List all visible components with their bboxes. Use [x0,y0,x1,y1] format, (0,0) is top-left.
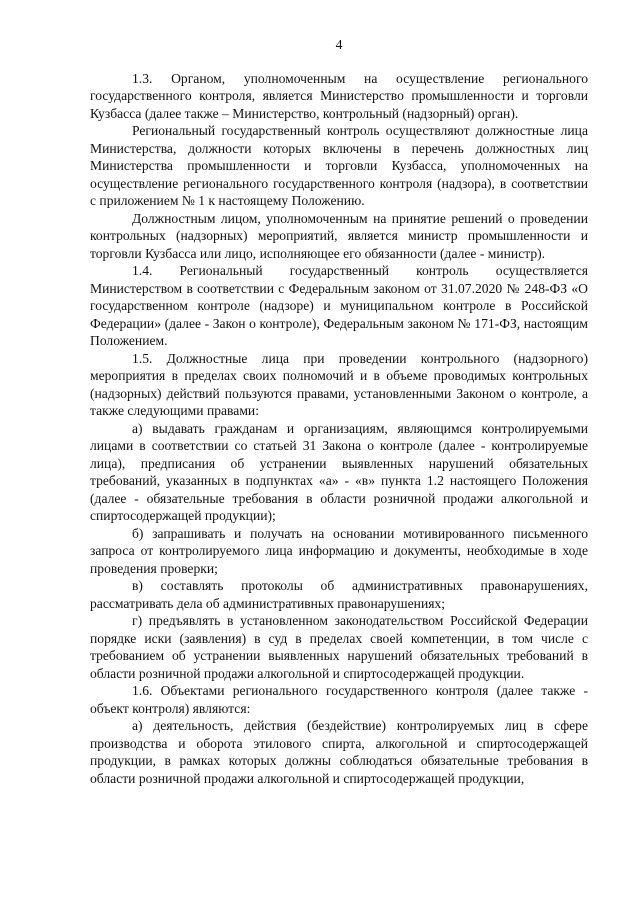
paragraph-1-5-v: в) составлять протоколы об административных правонарушениях, рассматривать дела об административных правонарушениях; [90,578,588,611]
document-body [90,70,588,788]
paragraph-control-officials: Региональный государственный контроль осуществляют должностные лица Министерства, должности которых включены в перечень должностных лиц Министерства промышленности и торговли Кузбасса, уполномоченных на осуществление регионального государственного контроля (надзора), в соответствии с приложением № 1 к настоящему Положению. [90,123,588,208]
paragraph-1-3: 1.3. Органом, уполномоченным на осуществление регионального государственного контроля, является Министерство промышленности и торговли Кузбасса (далее также – Министерство, контрольный (надзорный) орган). [90,70,588,121]
page-number: 4 [335,37,343,52]
paragraph-1-6: 1.6. Объектами регионального государственного контроля (далее также - объект контроля) являются: [90,683,588,716]
paragraph-1-5-a: а) выдавать гражданам и организациям, являющимся контролируемыми лицами в соответствии со статьей 31 Закона о контроле (далее - контролируемые лица), предписания об устранении выявленных нарушений обязательных требований, указанных в подпунктах «а» - «в» пункта 1.2 настоящего Положения (далее - обязательные требования в области розничной продажи алкогольной и спиртосодержащей продукции); [90,420,588,523]
paragraph-1-6-a: а) деятельность, действия (бездействие) контролируемых лиц в сфере производства и оборота этилового спирта, алкогольной и спиртосодержащей продукции, в рамках которых должны соблюдаться обязательные требования в области розничной продажи алкогольной и спиртосодержащей продукции, [90,718,588,786]
paragraph-decision-official: Должностным лицом, уполномоченным на принятие решений о проведении контрольных (надзорных) мероприятий, является министр промышленности и торговли Кузбасса или лицо, исполняющее его обязанности (далее - министр). [90,210,588,261]
paragraph-1-5-b: б) запрашивать и получать на основании мотивированного письменного запроса от контролируемого лица информацию и документы, необходимые в ходе проведения проверки; [90,525,588,576]
paragraph-1-5-g: г) предъявлять в установленном законодательством Российской Федерации порядке иски (заявления) в суд в пределах своей компетенции, в том числе с требованием об устранении выявленных нарушений обязательных требований в области розничной продажи алкогольной и спиртосодержащей продукции. [90,613,588,681]
paragraph-1-4: 1.4. Региональный государственный контроль осуществляется Министерством в соответствии с Федеральным законом от 31.07.2020 № 248-ФЗ «О государственном контроле (надзоре) и муниципальном контроле в Российской Федерации» (далее - Закон о контроле), Федеральным законом № 171-ФЗ, настоящим Положением. [90,263,588,348]
paragraph-1-5: 1.5. Должностные лица при проведении контрольного (надзорного) мероприятия в пределах своих полномочий и в объеме проводимых контрольных (надзорных) действий пользуются правами, установленными Законом о контроле, а также следующими правами: [90,350,588,418]
